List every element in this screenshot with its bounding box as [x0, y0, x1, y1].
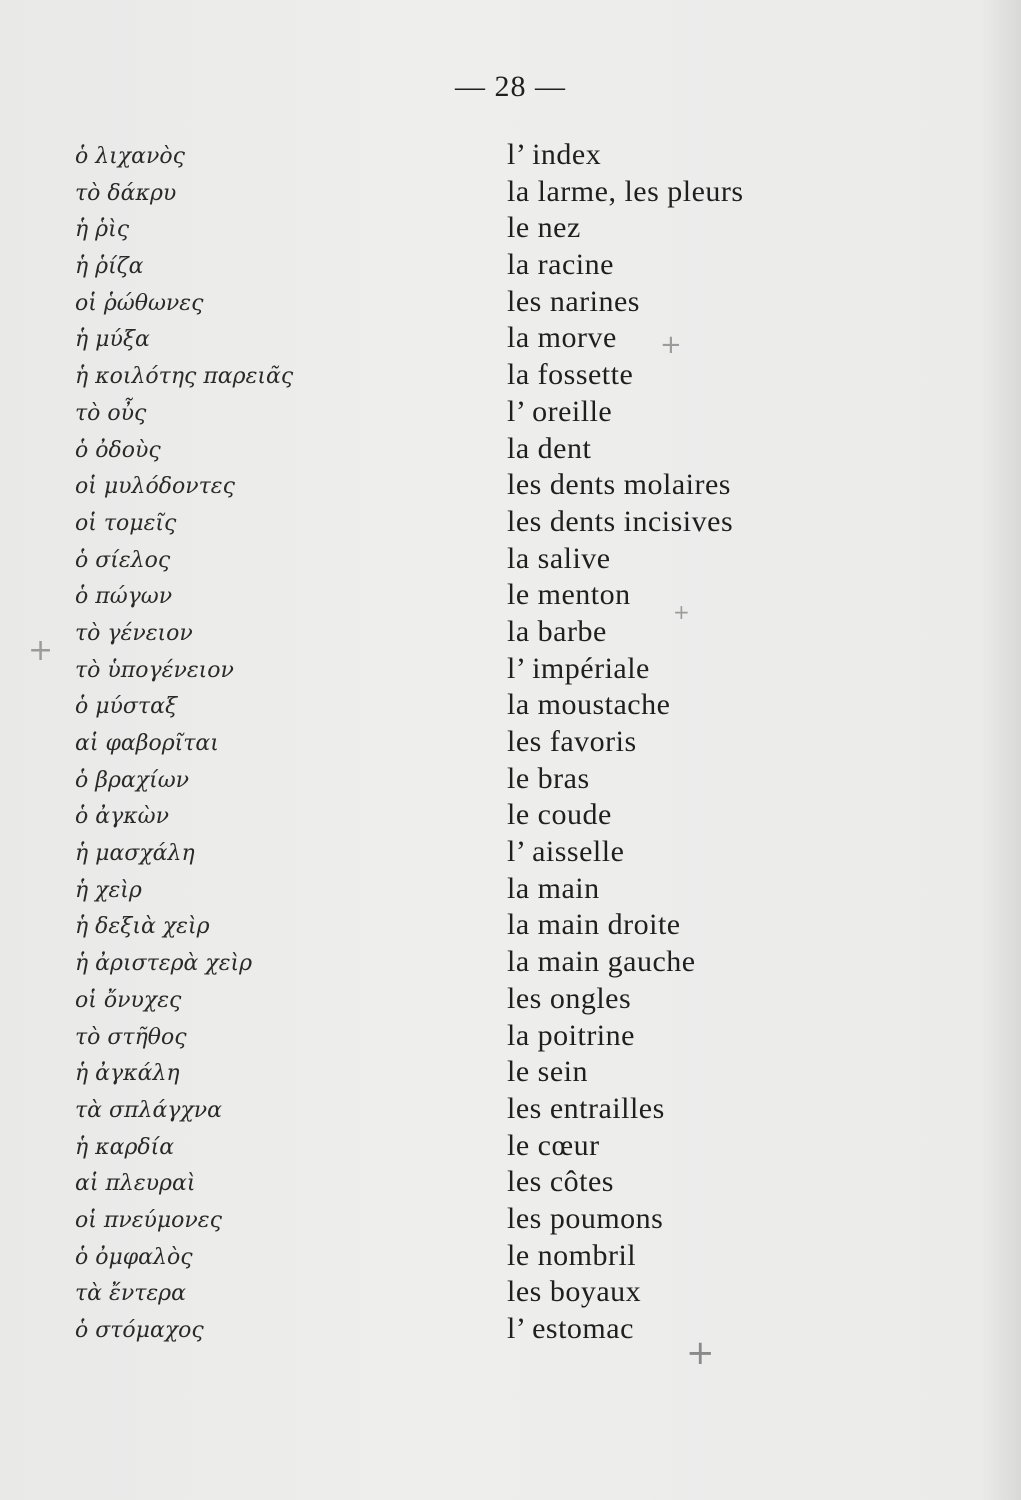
- greek-term: οἱ τομεῖς: [75, 510, 177, 536]
- greek-term: οἱ μυλόδοντες: [75, 474, 235, 500]
- vocab-row: [0, 1275, 1021, 1312]
- vocab-row: [0, 688, 1021, 725]
- vocab-row: [0, 725, 1021, 762]
- vocab-row: [0, 982, 1021, 1019]
- vocab-row: [0, 395, 1021, 432]
- french-translation: les ongles: [507, 981, 632, 1015]
- greek-term: ἡ καρδία: [75, 1134, 175, 1160]
- greek-term: ὁ ὀμφαλὸς: [75, 1244, 193, 1270]
- vocab-row: [0, 211, 1021, 248]
- greek-term: τὰ ἔντερα: [75, 1281, 186, 1307]
- greek-term: οἱ πνεύμονες: [75, 1207, 222, 1233]
- french-translation: la poitrine: [507, 1018, 635, 1052]
- vocab-row: [0, 285, 1021, 322]
- plus-mark-icon: +: [28, 633, 54, 668]
- french-translation: l’ index: [507, 138, 602, 171]
- vocab-row: [0, 358, 1021, 395]
- vocab-row: [0, 505, 1021, 542]
- vocab-row: [0, 1165, 1021, 1202]
- vocab-row: [0, 542, 1021, 579]
- french-translation: la main droite: [507, 908, 681, 942]
- french-translation: le cœur: [507, 1128, 600, 1162]
- french-translation: l’ impériale: [507, 651, 650, 685]
- greek-term: ὁ πώγων: [75, 584, 173, 610]
- french-translation: l’ estomac: [507, 1312, 634, 1345]
- french-translation: le nez: [507, 211, 581, 245]
- vocab-row: [0, 1092, 1021, 1129]
- greek-term: αἱ φαβορῖται: [75, 731, 219, 756]
- greek-term: ὁ στόμαχος: [75, 1318, 204, 1343]
- greek-term: τὰ σπλάγχνα: [75, 1097, 223, 1123]
- vocab-row: [0, 1239, 1021, 1276]
- french-translation: le menton: [507, 578, 631, 612]
- page-number: — 28 —: [455, 70, 566, 103]
- vocab-row: [0, 615, 1021, 652]
- french-translation: l’ oreille: [507, 394, 613, 428]
- greek-term: ὁ ἀγκὼν: [75, 804, 169, 830]
- vocab-row: [0, 1129, 1021, 1166]
- french-translation: la morve: [507, 321, 617, 355]
- vocab-row: [0, 835, 1021, 872]
- french-translation: la main: [507, 871, 600, 905]
- french-translation: le bras: [507, 761, 590, 795]
- vocab-row: [0, 652, 1021, 689]
- plus-mark-icon: +: [686, 1333, 715, 1373]
- vocab-row: [0, 578, 1021, 615]
- french-translation: les favoris: [507, 725, 637, 758]
- vocab-row: [0, 908, 1021, 945]
- greek-term: ἡ δεξιὰ χεὶρ: [75, 914, 210, 940]
- greek-term: ἡ ῥὶς: [75, 217, 130, 243]
- french-translation: les narines: [507, 284, 640, 318]
- greek-term: τὸ δάκρυ: [75, 180, 177, 206]
- greek-term: ὁ σίελος: [75, 547, 171, 573]
- greek-term: ὁ μύσταξ: [75, 694, 178, 720]
- vocab-row: [0, 798, 1021, 835]
- vocab-row: [0, 762, 1021, 799]
- vocab-row: [0, 945, 1021, 982]
- french-translation: la salive: [507, 541, 611, 575]
- french-translation: les côtes: [507, 1165, 614, 1199]
- vocab-row: [0, 1055, 1021, 1092]
- greek-term: ἡ ἀγκάλη: [75, 1061, 180, 1087]
- vocab-row: [0, 1019, 1021, 1056]
- vocab-row: [0, 138, 1021, 175]
- vocabulary-list: [0, 138, 1021, 1349]
- greek-term: ἡ ῥίζα: [75, 254, 144, 280]
- greek-term: αἱ πλευραὶ: [75, 1171, 196, 1197]
- greek-term: ὁ λιχανὸς: [75, 144, 185, 169]
- greek-term: ἡ κοιλότης παρειᾶς: [75, 364, 294, 390]
- greek-term: ὁ βραχίων: [75, 767, 190, 793]
- greek-term: ἡ ἀριστερὰ χεὶρ: [75, 951, 253, 977]
- vocab-row: [0, 468, 1021, 505]
- french-translation: les entrailles: [507, 1091, 665, 1125]
- greek-term: τὸ ὑπογένειον: [75, 657, 234, 683]
- plus-mark-icon: +: [660, 330, 682, 360]
- vocab-row: [0, 1202, 1021, 1239]
- french-translation: la dent: [507, 431, 592, 465]
- vocab-row: [0, 1312, 1021, 1349]
- vocab-row: [0, 248, 1021, 285]
- greek-term: τὸ οὖς: [75, 400, 147, 426]
- french-translation: la racine: [507, 248, 614, 282]
- french-translation: la main gauche: [507, 945, 696, 979]
- french-translation: les poumons: [507, 1201, 664, 1235]
- french-translation: les dents incisives: [507, 504, 734, 538]
- greek-term: ὁ ὀδοὺς: [75, 437, 161, 463]
- french-translation: le sein: [507, 1055, 588, 1089]
- french-translation: la barbe: [507, 614, 607, 648]
- french-translation: les dents molaires: [507, 468, 731, 502]
- french-translation: les boyaux: [507, 1275, 642, 1309]
- french-translation: le nombril: [507, 1238, 637, 1272]
- french-translation: l’ aisselle: [507, 835, 625, 869]
- greek-term: τὸ γένειον: [75, 620, 193, 646]
- french-translation: le coude: [507, 798, 612, 832]
- greek-term: οἱ ῥώθωνες: [75, 290, 204, 316]
- vocab-row: [0, 175, 1021, 212]
- greek-term: ἡ μασχάλη: [75, 841, 195, 867]
- plus-mark-icon: +: [673, 600, 690, 624]
- vocab-row: [0, 432, 1021, 469]
- vocab-row: [0, 872, 1021, 909]
- vocab-row: [0, 321, 1021, 358]
- french-translation: la fossette: [507, 358, 634, 392]
- greek-term: οἱ ὄνυχες: [75, 987, 182, 1013]
- french-translation: la moustache: [507, 688, 671, 722]
- greek-term: τὸ στῆθος: [75, 1024, 187, 1050]
- greek-term: ἡ μύξα: [75, 327, 150, 353]
- french-translation: la larme, les pleurs: [507, 174, 744, 208]
- greek-term: ἡ χεὶρ: [75, 877, 142, 903]
